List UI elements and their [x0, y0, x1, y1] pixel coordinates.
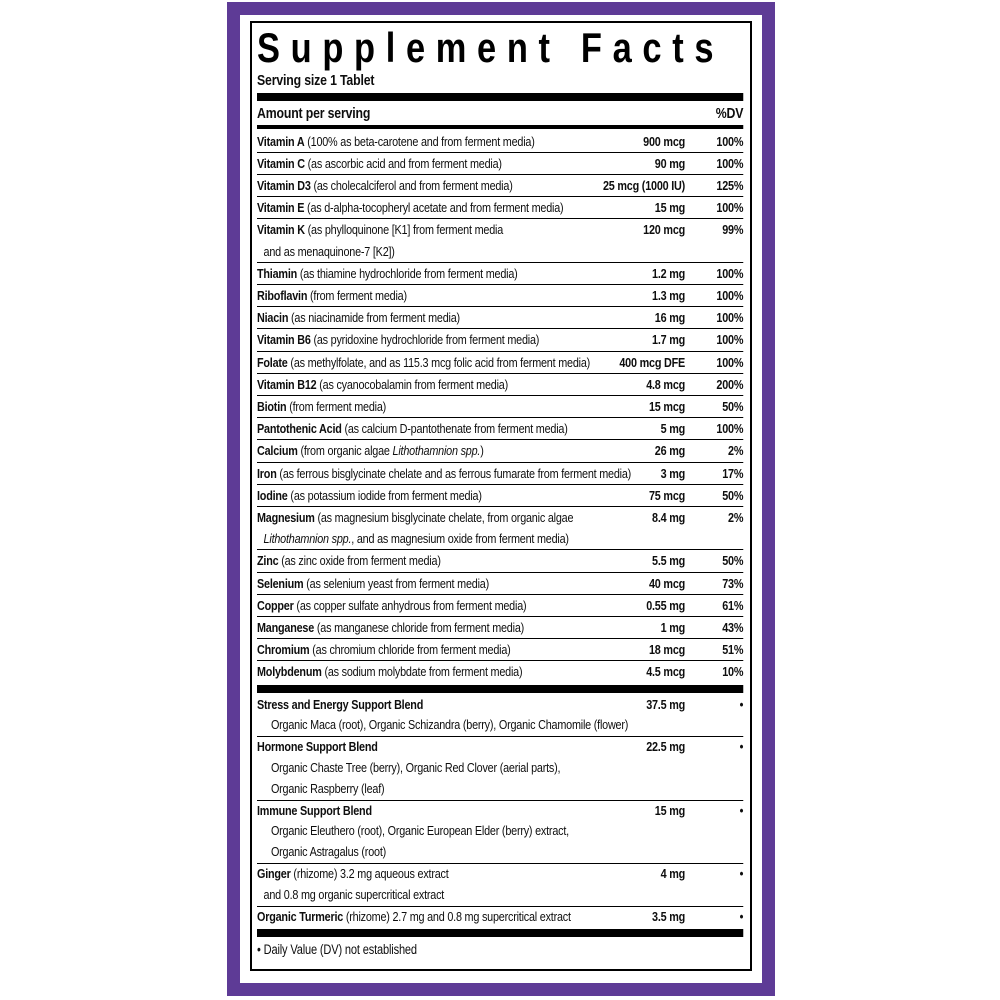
amount-value: 15 mg [654, 802, 686, 818]
ingredient-name: Vitamin D3 [257, 177, 311, 193]
ingredient-source-text: (as cholecalciferol and from ferment media) [313, 177, 513, 193]
daily-value: 100% [716, 287, 744, 303]
row-main-line [257, 595, 743, 616]
row-main-line [257, 131, 743, 152]
amount-value: 5 mg [660, 421, 686, 437]
ingredient-desc [306, 576, 489, 591]
daily-value: 2% [728, 509, 744, 525]
daily-value: 61% [722, 597, 744, 613]
ingredient-name: Iron [257, 465, 277, 481]
row-main-line [257, 219, 743, 240]
facts-content [257, 26, 743, 959]
row-main-line [257, 639, 743, 660]
ingredient-desc [324, 664, 522, 679]
ingredient-name: Chromium [257, 642, 310, 658]
daily-value: • [739, 908, 744, 924]
ingredient-name: Ginger [257, 865, 291, 881]
blend-ingredients-line: Organic Raspberry (leaf) [270, 780, 385, 796]
amount-value: 8.4 mg [652, 509, 686, 525]
table-row [257, 462, 743, 484]
table-row [257, 506, 743, 549]
row-main-line [257, 418, 743, 439]
ingredient-name: Vitamin C [257, 155, 305, 171]
ingredient-source-text: (as zinc oxide from ferment media) [281, 553, 441, 569]
table-row [257, 152, 743, 174]
row-main-line [257, 661, 743, 682]
table-row [257, 549, 743, 571]
ingredient-name: Vitamin A [257, 133, 305, 149]
amount-value: 37.5 mg [646, 696, 686, 712]
ingredient-name: Vitamin B6 [257, 332, 311, 348]
amount-value: 22.5 mg [646, 739, 686, 755]
amount-value: 0.55 mg [646, 597, 686, 613]
ingredient-name: Vitamin E [257, 200, 305, 216]
table-row [257, 262, 743, 284]
amount-value: 5.5 mg [652, 553, 686, 569]
ingredient-desc [346, 909, 571, 924]
ingredient-name: Biotin [257, 398, 287, 414]
amount-value: 15 mg [654, 200, 686, 216]
ingredient-desc [317, 510, 573, 525]
ingredient-name: Zinc [257, 553, 279, 569]
daily-value: • [739, 802, 744, 818]
ingredient-name: Immune Support Blend [257, 802, 372, 818]
amount-value: 1.3 mg [652, 287, 686, 303]
row-main-line [257, 440, 743, 461]
ingredient-source-text: (as thiamine hydrochloride from ferment media) [299, 265, 518, 281]
daily-value: 100% [716, 265, 744, 281]
ingredient-desc [300, 266, 518, 281]
amount-value: 4 mg [660, 865, 686, 881]
amount-value: 40 mcg [648, 575, 686, 591]
table-row [257, 695, 743, 737]
table-row [257, 196, 743, 218]
amount-value: 4.5 mcg [646, 664, 686, 680]
table-row [257, 616, 743, 638]
ingredient-desc [281, 553, 441, 568]
amount-value: 3.5 mg [652, 908, 686, 924]
daily-value: 17% [722, 465, 744, 481]
table-row [257, 594, 743, 616]
ingredient-desc [344, 421, 567, 436]
ingredient-source-text: (from ferment media) [289, 398, 387, 414]
amount-value: 1 mg [660, 619, 686, 635]
ingredient-desc [289, 399, 386, 414]
daily-value: 125% [716, 177, 744, 193]
ingredient-desc [308, 156, 502, 171]
daily-value: 99% [722, 222, 744, 238]
row-main-line [257, 573, 743, 594]
table-row [257, 439, 743, 461]
thick-rule [257, 93, 743, 101]
supplement-facts-panel [250, 21, 752, 971]
amount-value: 4.8 mcg [646, 376, 686, 392]
row-main-line [257, 463, 743, 484]
ingredient-name: Folate [257, 354, 288, 370]
ingredient-desc [317, 620, 524, 635]
daily-value: 100% [716, 133, 744, 149]
ingredient-desc [308, 222, 503, 237]
row-wrap-line [257, 241, 743, 262]
ingredient-desc [310, 288, 407, 303]
ingredient-desc [312, 642, 510, 657]
amount-value: 18 mcg [648, 642, 686, 658]
ingredient-desc [313, 332, 539, 347]
row-main-line [257, 907, 743, 928]
ingredient-name: Magnesium [257, 509, 315, 525]
daily-value: 100% [716, 200, 744, 216]
nutrient-table [257, 131, 743, 683]
ingredient-name: Manganese [257, 619, 315, 635]
row-main-line [257, 175, 743, 196]
ingredient-source-text: (as methylfolate, and as 115.3 mcg folic acid from ferment media) [290, 354, 591, 370]
ingredient-name: Molybdenum [257, 664, 322, 680]
row-wrap-line [257, 885, 743, 906]
amount-value: 75 mcg [648, 487, 686, 503]
row-main-line [257, 737, 743, 758]
table-row [257, 351, 743, 373]
label-purple-frame [227, 2, 775, 996]
row-main-line [257, 307, 743, 328]
daily-value: • [739, 865, 744, 881]
daily-value: 100% [716, 332, 744, 348]
row-main-line [257, 695, 743, 716]
ingredient-desc [307, 134, 534, 149]
amount-value: 26 mg [654, 443, 686, 459]
row-main-line [257, 396, 743, 417]
table-row [257, 800, 743, 863]
ingredient-source-text: (as manganese chloride from ferment media) [316, 619, 525, 635]
row-main-line [257, 352, 743, 373]
row-main-line [257, 374, 743, 395]
blend-ingredients-line: Organic Eleuthero (root), Organic European Elder (berry) extract, [270, 823, 569, 839]
ingredient-source-text: (as magnesium bisglycinate chelate, from organic algae [317, 509, 574, 525]
daily-value: 100% [716, 421, 744, 437]
daily-value: 50% [722, 487, 744, 503]
blend-table [257, 695, 743, 928]
row-main-line [257, 263, 743, 284]
ingredient-source-text: (as sodium molybdate from ferment media) [324, 664, 523, 680]
amount-value: 120 mcg [643, 222, 686, 238]
amount-value: 16 mg [654, 310, 686, 326]
ingredient-source-text: (as phylloquinone [K1] from ferment media [307, 222, 504, 238]
row-main-line [257, 153, 743, 174]
blend-ingredients-line: Organic Astragalus (root) [270, 844, 387, 860]
ingredient-name: Vitamin K [257, 222, 305, 238]
ingredient-name: Calcium [257, 443, 298, 459]
ingredient-name: Pantothenic Acid [257, 421, 342, 437]
ingredient-source-text: , and as magnesium oxide from ferment media) [351, 531, 569, 547]
table-row [257, 373, 743, 395]
row-main-line [257, 550, 743, 571]
panel-title: Supplement Facts [257, 24, 725, 71]
ingredient-desc [300, 443, 483, 458]
amount-value: 400 mcg DFE [619, 354, 686, 370]
ingredient-name: Niacin [257, 310, 289, 326]
ingredient-desc [291, 310, 460, 325]
row-main-line [257, 864, 743, 885]
ingredient-source-text: (as chromium chloride from ferment media) [312, 642, 511, 658]
daily-value: • [739, 739, 744, 755]
table-row [257, 484, 743, 506]
amount-value: 90 mg [654, 155, 686, 171]
ingredient-source-text: (from ferment media) [310, 287, 407, 303]
ingredient-name: Iodine [257, 487, 288, 503]
ingredient-name: Vitamin B12 [257, 376, 317, 392]
dv-column-header: %DV [715, 105, 744, 122]
ingredient-source-text: (as niacinamide from ferment media) [291, 310, 460, 326]
ingredient-desc [290, 355, 590, 370]
ingredient-desc [296, 598, 526, 613]
ingredient-name: Selenium [257, 575, 304, 591]
serving-size: Serving size 1 Tablet [257, 72, 375, 89]
ingredient-source-text: (as ferrous bisglycinate chelate and as ferrous fumarate from ferment media) [279, 465, 632, 481]
ingredient-source-text: and 0.8 mg organic supercritical extract [263, 886, 445, 902]
amount-value: 900 mcg [643, 133, 686, 149]
medium-rule [257, 125, 743, 129]
daily-value: 73% [722, 575, 744, 591]
table-row [257, 906, 743, 928]
dv-footnote: • Daily Value (DV) not established [257, 942, 417, 958]
daily-value: 43% [722, 619, 744, 635]
ingredient-name: Hormone Support Blend [257, 739, 378, 755]
ingredient-source-text: (rhizome) 2.7 mg and 0.8 mg supercritical extract [345, 908, 571, 924]
table-row [257, 572, 743, 594]
table-row [257, 417, 743, 439]
ingredient-source-text: (rhizome) 3.2 mg aqueous extract [293, 865, 449, 881]
amount-column-header: Amount per serving [257, 105, 371, 122]
ingredient-desc [319, 377, 508, 392]
ingredient-source-text: (as calcium D-pantothenate from ferment media) [344, 421, 568, 437]
ingredient-source-text: (as pyridoxine hydrochloride from ferment media) [313, 332, 540, 348]
ingredient-source-text: (as potassium iodide from ferment media) [290, 487, 482, 503]
table-row [257, 638, 743, 660]
amount-value: 1.2 mg [652, 265, 686, 281]
table-row [257, 395, 743, 417]
table-row [257, 328, 743, 350]
ingredient-source-text: (as copper sulfate anhydrous from ferment media) [296, 597, 527, 613]
daily-value: 100% [716, 354, 744, 370]
row-main-line [257, 801, 743, 822]
table-row [257, 284, 743, 306]
daily-value: 10% [722, 664, 744, 680]
daily-value: 100% [716, 310, 744, 326]
row-main-line [257, 507, 743, 528]
row-main-line [257, 617, 743, 638]
ingredient-source-text: ) [480, 443, 484, 459]
ingredient-desc [313, 178, 512, 193]
blend-ingredients-line: Organic Maca (root), Organic Schizandra (berry), Organic Chamomile (flower) [270, 717, 629, 733]
daily-value: 100% [716, 155, 744, 171]
table-row [257, 174, 743, 196]
blend-ingredients-line: Organic Chaste Tree (berry), Organic Red Clover (aerial parts), [270, 759, 561, 775]
ingredient-name: Copper [257, 597, 294, 613]
ingredient-source-text: (from organic algae [300, 443, 393, 459]
ingredient-name: Riboflavin [257, 287, 308, 303]
table-row [257, 131, 743, 152]
table-row [257, 660, 743, 682]
daily-value: • [739, 696, 744, 712]
row-wrap-line [257, 528, 743, 549]
amount-value: 25 mcg (1000 IU) [602, 177, 686, 193]
ingredient-source-text: (as cyanocobalamin from ferment media) [319, 376, 508, 392]
daily-value: 2% [728, 443, 744, 459]
ingredient-desc [307, 200, 563, 215]
row-main-line [257, 485, 743, 506]
ingredient-name: Stress and Energy Support Blend [257, 696, 424, 712]
amount-value: 15 mcg [648, 398, 686, 414]
ingredient-source-text: (as d-alpha-tocopheryl acetate and from ferment media) [307, 200, 564, 216]
ingredient-source-text: (as ascorbic acid and from ferment media) [307, 155, 502, 171]
row-main-line [257, 285, 743, 306]
ingredient-name: Organic Turmeric [257, 908, 344, 924]
daily-value: 200% [716, 376, 744, 392]
row-main-line [257, 197, 743, 218]
table-row [257, 306, 743, 328]
ingredient-source-text: (as selenium yeast from ferment media) [306, 575, 489, 591]
thick-rule [257, 929, 743, 937]
row-main-line [257, 329, 743, 350]
table-row [257, 218, 743, 261]
ingredient-name: Thiamin [257, 265, 298, 281]
daily-value: 50% [722, 398, 744, 414]
daily-value: 50% [722, 553, 744, 569]
ingredient-source-text: and as menaquinone-7 [K2]) [263, 243, 395, 259]
daily-value: 51% [722, 642, 744, 658]
table-row [257, 736, 743, 799]
ingredient-source-text: Lithothamnion spp. [392, 443, 481, 459]
ingredient-desc [293, 866, 448, 881]
ingredient-source-text: Lithothamnion spp. [263, 531, 352, 547]
thick-rule [257, 685, 743, 693]
column-header-row [257, 103, 743, 124]
amount-value: 1.7 mg [652, 332, 686, 348]
ingredient-source-text: (100% as beta-carotene and from ferment media) [307, 133, 535, 149]
amount-value: 3 mg [660, 465, 686, 481]
table-row [257, 863, 743, 906]
ingredient-desc [290, 488, 481, 503]
